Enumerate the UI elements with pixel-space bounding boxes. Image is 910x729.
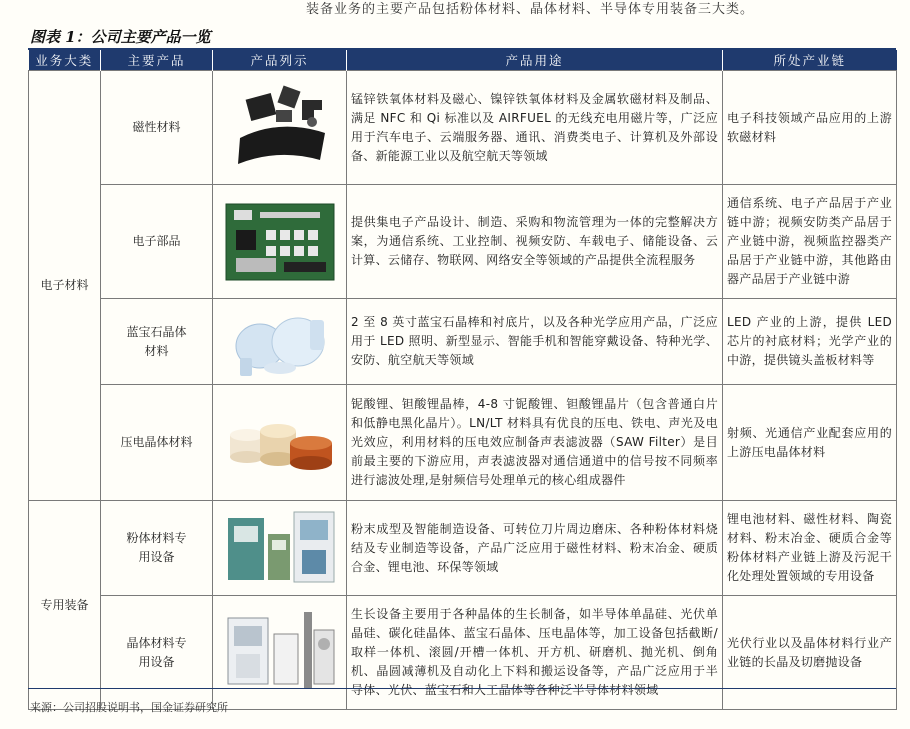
col-header-use: 产品用途	[347, 50, 723, 71]
product-name-cell: 蓝宝石晶体材料	[101, 299, 213, 385]
industry-chain-cell: 射频、光通信产业配套应用的上游压电晶体材料	[723, 385, 897, 501]
product-use-cell: 锰锌铁氧体材料及磁心、镍锌铁氧体材料及金属软磁材料及制品、满足 NFC 和 Qi 标准以及 AIRFUEL 的无线充电用磁片等，广泛应用于汽车电子、云端服务器、通讯、消费类电子、计算机及外部设备、新能源工业以及航空航天等领域	[347, 71, 723, 185]
table-row	[29, 299, 897, 385]
product-use-cell: 生长设备主要用于各种晶体的生长制备，如半导体单晶硅、光伏单晶硅、碳化硅晶体、蓝宝石晶体、压电晶体等，加工设备包括截断/取样一体机、滚圆/开槽一体机、开方机、研磨机、抛光机、倒角机、晶圆减薄机及自动化上下料和搬运设备等，产品广泛应用于半导体、光伏、蓝宝石和人工晶体等各种泛半导体材料领域	[347, 596, 723, 710]
product-name-cell: 压电晶体材料	[101, 385, 213, 501]
product-use-cell: 铌酸锂、钽酸锂晶棒，4-8 寸铌酸锂、钽酸锂晶片（包含普通白片和低静电黑化晶片）。LN/LT 材料具有优良的压电、铁电、声光及电光效应，利用材料的压电效应制备声表滤波器（SAW Filter）是目前最主要的下游应用，声表滤波器对通信通道中的信号按不同频率进行滤波处理,是射频信号处理单元的核心组成器件	[347, 385, 723, 501]
product-table	[28, 50, 897, 710]
source-footer	[28, 688, 896, 714]
figure-title: 图表 1：公司主要产品一览	[30, 28, 211, 46]
crystal-equipment-image	[213, 596, 347, 710]
product-name-cell: 晶体材料专用设备	[101, 596, 213, 710]
powder-equipment-image	[213, 501, 347, 596]
category-cell: 专用装备	[29, 501, 101, 710]
table-row	[29, 185, 897, 299]
intro-text: 装备业务的主要产品包括粉体材料、晶体材料、半导体专用装备三大类。	[306, 2, 755, 17]
col-header-chain: 所处产业链	[723, 50, 897, 71]
intro-text-line	[0, 0, 910, 18]
magnetic-materials-image	[213, 71, 347, 185]
industry-chain-cell: 电子科技领域产品应用的上游软磁材料	[723, 71, 897, 185]
product-use-cell: 提供集电子产品设计、制造、采购和物流管理为一体的完整解决方案，为通信系统、工业控制、视频安防、车载电子、储能设备、云计算、云储存、物联网、网络安全等领域的产品提供全流程服务	[347, 185, 723, 299]
table-header-row	[29, 50, 897, 71]
industry-chain-cell: 通信系统、电子产品居于产业链中游；视频安防类产品居于产业链中游，视频监控器类产品居于产业链中游，其他路由器产品居于产业链中游	[723, 185, 897, 299]
col-header-image: 产品列示	[213, 50, 347, 71]
col-header-product: 主要产品	[101, 50, 213, 71]
table-row	[29, 501, 897, 596]
sapphire-wafer-image	[213, 299, 347, 385]
category-cell: 电子材料	[29, 71, 101, 501]
source-note: 来源：公司招股说明书，国金证券研究所	[30, 701, 228, 714]
product-name-cell: 粉体材料专用设备	[101, 501, 213, 596]
product-name-cell: 电子部品	[101, 185, 213, 299]
table-row	[29, 596, 897, 710]
circuit-board-image	[213, 185, 347, 299]
industry-chain-cell: 光伏行业以及晶体材料行业产业链的长晶及切磨抛设备	[723, 596, 897, 710]
table-row	[29, 71, 897, 185]
col-header-category: 业务大类	[29, 50, 101, 71]
industry-chain-cell: 锂电池材料、磁性材料、陶瓷材料、粉末冶金、硬质合金等粉体材料产业链上游及污泥干化处理处置领域的专用设备	[723, 501, 897, 596]
industry-chain-cell: LED 产业的上游，提供 LED 芯片的衬底材料；光学产业的中游，提供镜头盖板材料等	[723, 299, 897, 385]
piezo-crystal-image	[213, 385, 347, 501]
table-row	[29, 385, 897, 501]
figure-title-bar	[28, 24, 896, 50]
product-use-cell: 粉末成型及智能制造设备、可转位刀片周边磨床、各种粉体材料烧结及专业制造等设备，产品广泛应用于磁性材料、粉末冶金、硬质合金、锂电池、环保等领域	[347, 501, 723, 596]
product-use-cell: 2 至 8 英寸蓝宝石晶棒和衬底片，以及各种光学应用产品，广泛应用于 LED 照明、新型显示、智能手机和智能穿戴设备、特种光学、安防、航空航天等领域	[347, 299, 723, 385]
product-name-cell: 磁性材料	[101, 71, 213, 185]
